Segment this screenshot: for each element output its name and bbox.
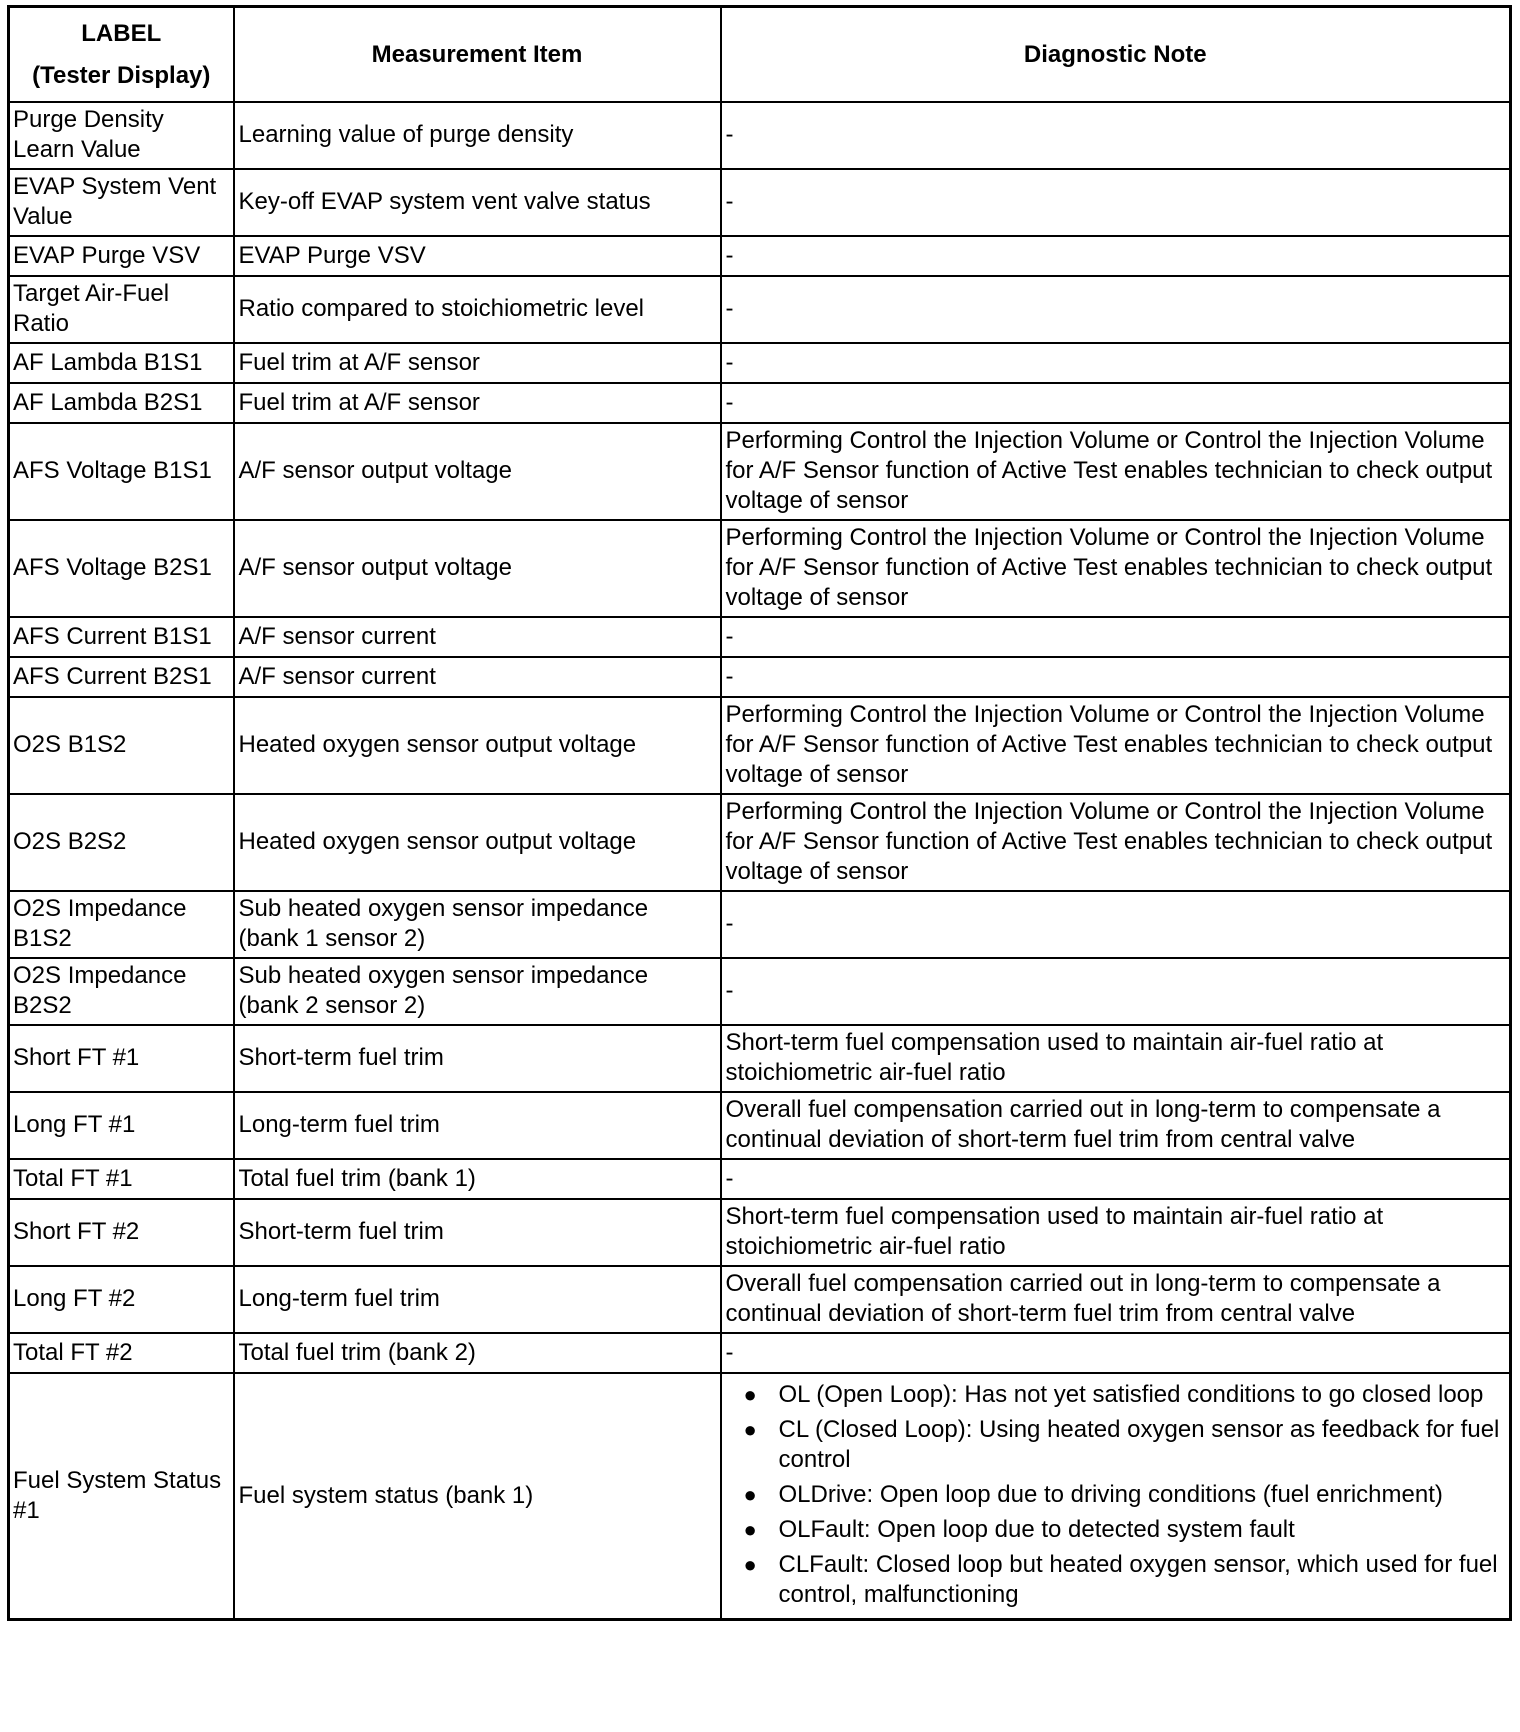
cell-label: Short FT #1 bbox=[9, 1025, 234, 1092]
cell-measurement-item: Total fuel trim (bank 1) bbox=[234, 1159, 721, 1199]
header-diagnostic-note: Diagnostic Note bbox=[721, 7, 1511, 103]
cell-label: AF Lambda B2S1 bbox=[9, 383, 234, 423]
header-measurement-item: Measurement Item bbox=[234, 7, 721, 103]
cell-measurement-item: Key-off EVAP system vent valve status bbox=[234, 169, 721, 236]
table-row bbox=[9, 276, 1511, 343]
header-label bbox=[9, 7, 234, 103]
cell-label: O2S B2S2 bbox=[9, 794, 234, 891]
cell-label: EVAP System Vent Value bbox=[9, 169, 234, 236]
table-row bbox=[9, 891, 1511, 958]
cell-diagnostic-note: - bbox=[721, 236, 1511, 276]
cell-diagnostic-note: Overall fuel compensation carried out in long-term to compensate a continual deviation of short-term fuel trim from central valve bbox=[721, 1266, 1511, 1333]
table-row bbox=[9, 958, 1511, 1025]
cell-label: Long FT #2 bbox=[9, 1266, 234, 1333]
cell-label: O2S Impedance B1S2 bbox=[9, 891, 234, 958]
cell-measurement-item: Total fuel trim (bank 2) bbox=[234, 1333, 721, 1373]
cell-diagnostic-note: Performing Control the Injection Volume or Control the Injection Volume for A/F Sensor function of Active Test enables technician to check output voltage of sensor bbox=[721, 697, 1511, 794]
cell-label: Fuel System Status #1 bbox=[9, 1373, 234, 1620]
cell-measurement-item: Fuel system status (bank 1) bbox=[234, 1373, 721, 1620]
table-row bbox=[9, 236, 1511, 276]
cell-diagnostic-note: Performing Control the Injection Volume or Control the Injection Volume for A/F Sensor function of Active Test enables technician to check output voltage of sensor bbox=[721, 794, 1511, 891]
cell-label: O2S Impedance B2S2 bbox=[9, 958, 234, 1025]
cell-diagnostic-note: - bbox=[721, 102, 1511, 169]
cell-measurement-item: Ratio compared to stoichiometric level bbox=[234, 276, 721, 343]
header-label-line2: (Tester Display) bbox=[32, 61, 211, 89]
cell-diagnostic-note: - bbox=[721, 1333, 1511, 1373]
bullet-item: ● OL (Open Loop): Has not yet satisfied conditions to go closed loop bbox=[726, 1380, 1505, 1410]
cell-diagnostic-note: - bbox=[721, 617, 1511, 657]
cell-diagnostic-note: - bbox=[721, 169, 1511, 236]
cell-diagnostic-note: - bbox=[721, 958, 1511, 1025]
cell-measurement-item: Short-term fuel trim bbox=[234, 1199, 721, 1266]
cell-measurement-item: A/F sensor current bbox=[234, 617, 721, 657]
bullet-item: ● CLFault: Closed loop but heated oxygen sensor, which used for fuel control, malfunctioning bbox=[726, 1550, 1505, 1610]
cell-diagnostic-note: - bbox=[721, 891, 1511, 958]
cell-measurement-item: Short-term fuel trim bbox=[234, 1025, 721, 1092]
table-header-row bbox=[9, 7, 1511, 103]
cell-label: Purge Density Learn Value bbox=[9, 102, 234, 169]
table-row bbox=[9, 1025, 1511, 1092]
cell-measurement-item: Sub heated oxygen sensor impedance (bank 1 sensor 2) bbox=[234, 891, 721, 958]
bullet-item: ● CL (Closed Loop): Using heated oxygen sensor as feedback for fuel control bbox=[726, 1415, 1505, 1475]
header-label-line1: LABEL bbox=[81, 19, 162, 47]
cell-measurement-item: EVAP Purge VSV bbox=[234, 236, 721, 276]
cell-diagnostic-note bbox=[721, 1373, 1511, 1620]
cell-label: Target Air-Fuel Ratio bbox=[9, 276, 234, 343]
cell-diagnostic-note: - bbox=[721, 276, 1511, 343]
cell-diagnostic-note: Performing Control the Injection Volume or Control the Injection Volume for A/F Sensor function of Active Test enables technician to check output voltage of sensor bbox=[721, 423, 1511, 520]
cell-measurement-item: Fuel trim at A/F sensor bbox=[234, 343, 721, 383]
table-row bbox=[9, 1373, 1511, 1620]
cell-measurement-item: A/F sensor output voltage bbox=[234, 520, 721, 617]
cell-measurement-item: A/F sensor current bbox=[234, 657, 721, 697]
table-row bbox=[9, 1199, 1511, 1266]
cell-diagnostic-note: Short-term fuel compensation used to maintain air-fuel ratio at stoichiometric air-fuel ratio bbox=[721, 1025, 1511, 1092]
table-row bbox=[9, 383, 1511, 423]
table-row bbox=[9, 657, 1511, 697]
cell-diagnostic-note: - bbox=[721, 1159, 1511, 1199]
cell-label: O2S B1S2 bbox=[9, 697, 234, 794]
cell-measurement-item: Long-term fuel trim bbox=[234, 1092, 721, 1159]
table-row bbox=[9, 1092, 1511, 1159]
table-row bbox=[9, 794, 1511, 891]
table-row bbox=[9, 1333, 1511, 1373]
cell-measurement-item: Learning value of purge density bbox=[234, 102, 721, 169]
table-row bbox=[9, 169, 1511, 236]
cell-diagnostic-note: Overall fuel compensation carried out in long-term to compensate a continual deviation of short-term fuel trim from central valve bbox=[721, 1092, 1511, 1159]
fuel-status-bullet-list bbox=[726, 1380, 1505, 1610]
cell-diagnostic-note: - bbox=[721, 383, 1511, 423]
cell-label: AFS Voltage B1S1 bbox=[9, 423, 234, 520]
cell-diagnostic-note: - bbox=[721, 657, 1511, 697]
cell-measurement-item: Fuel trim at A/F sensor bbox=[234, 383, 721, 423]
bullet-item: ● OLFault: Open loop due to detected system fault bbox=[726, 1515, 1505, 1545]
data-list-table bbox=[7, 5, 1512, 1621]
table-row bbox=[9, 1266, 1511, 1333]
cell-diagnostic-note: Performing Control the Injection Volume or Control the Injection Volume for A/F Sensor function of Active Test enables technician to check output voltage of sensor bbox=[721, 520, 1511, 617]
cell-label: Long FT #1 bbox=[9, 1092, 234, 1159]
table-row bbox=[9, 102, 1511, 169]
cell-measurement-item: Heated oxygen sensor output voltage bbox=[234, 794, 721, 891]
cell-diagnostic-note: - bbox=[721, 343, 1511, 383]
cell-label: Total FT #2 bbox=[9, 1333, 234, 1373]
cell-measurement-item: A/F sensor output voltage bbox=[234, 423, 721, 520]
cell-label: AF Lambda B1S1 bbox=[9, 343, 234, 383]
cell-measurement-item: Heated oxygen sensor output voltage bbox=[234, 697, 721, 794]
cell-label: AFS Voltage B2S1 bbox=[9, 520, 234, 617]
cell-label: Short FT #2 bbox=[9, 1199, 234, 1266]
table-row bbox=[9, 343, 1511, 383]
table-row bbox=[9, 697, 1511, 794]
cell-diagnostic-note: Short-term fuel compensation used to maintain air-fuel ratio at stoichiometric air-fuel ratio bbox=[721, 1199, 1511, 1266]
table-row bbox=[9, 423, 1511, 520]
cell-label: Total FT #1 bbox=[9, 1159, 234, 1199]
cell-label: AFS Current B1S1 bbox=[9, 617, 234, 657]
bullet-item: ● OLDrive: Open loop due to driving conditions (fuel enrichment) bbox=[726, 1480, 1505, 1510]
cell-measurement-item: Long-term fuel trim bbox=[234, 1266, 721, 1333]
cell-measurement-item: Sub heated oxygen sensor impedance (bank 2 sensor 2) bbox=[234, 958, 721, 1025]
table-row bbox=[9, 520, 1511, 617]
table-row bbox=[9, 617, 1511, 657]
cell-label: AFS Current B2S1 bbox=[9, 657, 234, 697]
table-row bbox=[9, 1159, 1511, 1199]
diagnostic-table-container bbox=[7, 5, 1509, 1621]
cell-label: EVAP Purge VSV bbox=[9, 236, 234, 276]
